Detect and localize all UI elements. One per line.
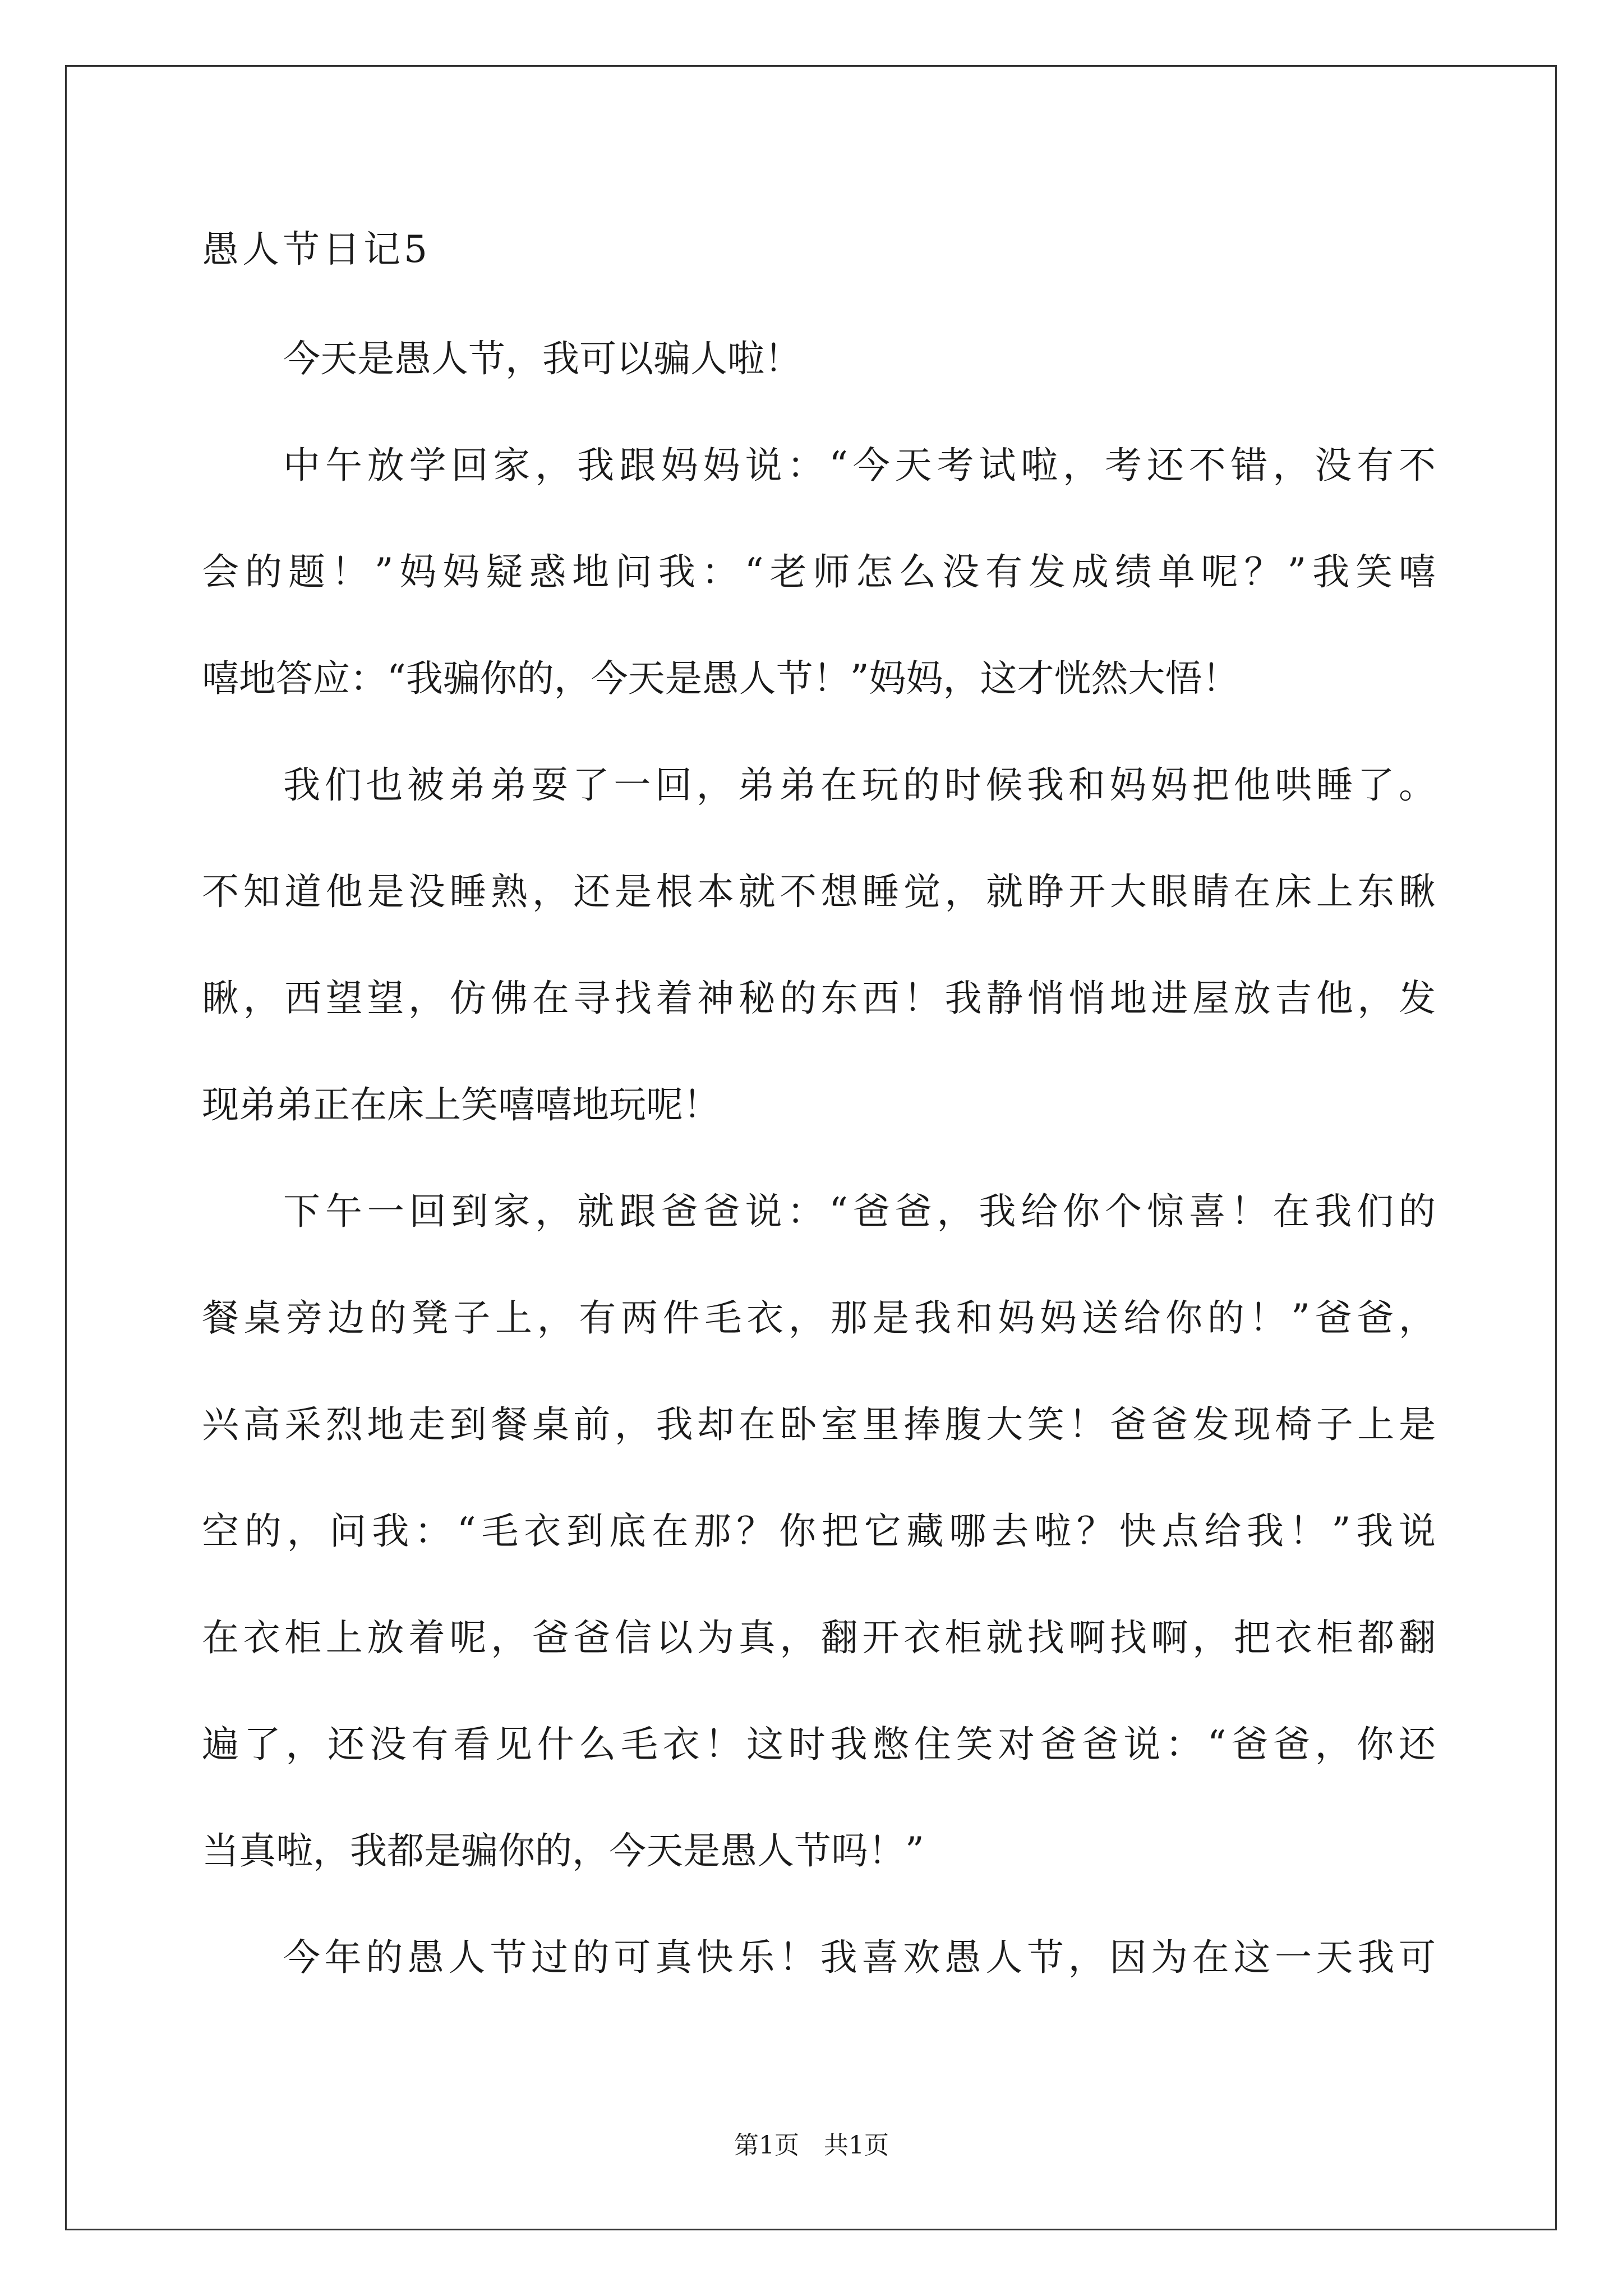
paragraph-line-7: 瞅，西望望，仿佛在寻找着神秘的东西！我静悄悄地进屋放吉他，发 xyxy=(202,977,1436,1020)
page-number-footer: 第1页 共1页 xyxy=(734,2131,889,2160)
paragraph-line-16: 今年的愚人节过的可真快乐！我喜欢愚人节，因为在这一天我可 xyxy=(283,1936,1436,1979)
paragraph-line-2: 中午放学回家，我跟妈妈说：“今天考试啦，考还不错，没有不 xyxy=(283,444,1436,487)
paragraph-line-8: 现弟弟正在床上笑嘻嘻地玩呢！ xyxy=(202,1083,720,1126)
paragraph-line-4: 嘻地答应：“我骗你的，今天是愚人节！”妈妈，这才恍然大悟！ xyxy=(202,657,1239,700)
paragraph-line-1: 今天是愚人节，我可以骗人啦！ xyxy=(283,337,801,380)
paragraph-line-6: 不知道他是没睡熟，还是根本就不想睡觉，就睁开大眼睛在床上东瞅 xyxy=(202,870,1436,913)
paragraph-line-11: 兴高采烈地走到餐桌前，我却在卧室里捧腹大笑！爸爸发现椅子上是 xyxy=(202,1403,1436,1446)
paragraph-line-13: 在衣柜上放着呢，爸爸信以为真，翻开衣柜就找啊找啊，把衣柜都翻 xyxy=(202,1616,1436,1659)
paragraph-line-10: 餐桌旁边的凳子上，有两件毛衣，那是我和妈妈送给你的！”爸爸， xyxy=(202,1296,1436,1340)
paragraph-line-5: 我们也被弟弟耍了一回，弟弟在玩的时候我和妈妈把他哄睡了。 xyxy=(283,763,1436,807)
page-border xyxy=(65,65,1557,2230)
paragraph-line-15: 当真啦，我都是骗你的，今天是愚人节吗！” xyxy=(202,1829,924,1872)
paragraph-line-14: 遍了，还没有看见什么毛衣！这时我憋住笑对爸爸说：“爸爸，你还 xyxy=(202,1723,1436,1766)
document-title: 愚人节日记5 xyxy=(202,228,431,271)
paragraph-line-3: 会的题！”妈妈疑惑地问我：“老师怎么没有发成绩单呢？”我笑嘻 xyxy=(202,550,1436,593)
paragraph-line-9: 下午一回到家，就跟爸爸说：“爸爸，我给你个惊喜！在我们的 xyxy=(283,1190,1436,1233)
paragraph-line-12: 空的，问我：“毛衣到底在那？你把它藏哪去啦？快点给我！”我说 xyxy=(202,1510,1436,1553)
